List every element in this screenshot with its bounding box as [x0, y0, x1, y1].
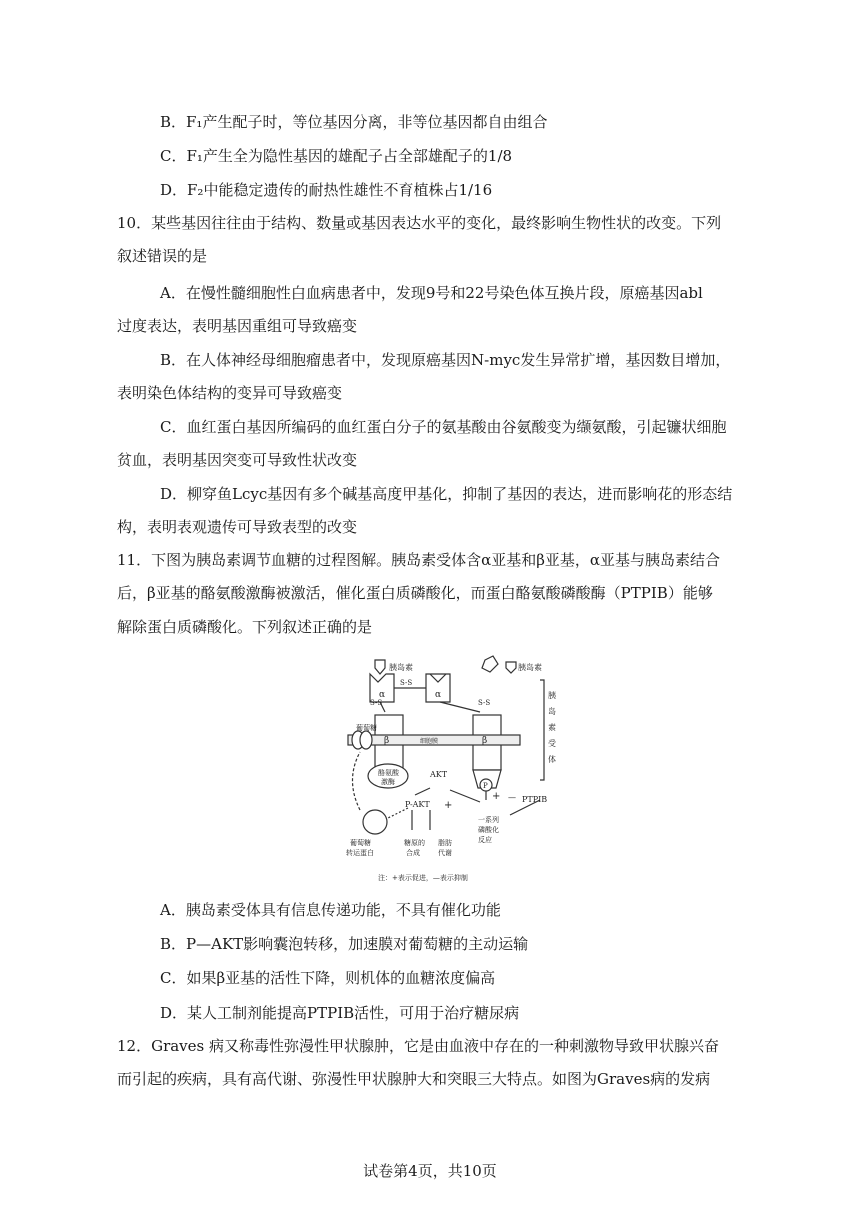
ss-bond-label-right: S-S	[478, 699, 491, 707]
insulin-signaling-diagram	[330, 650, 570, 885]
minus-sign: —	[508, 793, 516, 802]
glycogen-label-1: 糖原的	[404, 839, 425, 847]
phosphate-label: P	[483, 782, 488, 790]
q12-stem-line1: 12．Graves 病又称毒性弥漫性甲状腺肿，它是由血液中存在的一种刺激物导致甲状腺兴奋	[117, 1037, 720, 1055]
receptor-label-1: 胰	[548, 691, 556, 700]
q11-option-c: C．如果β亚基的活性下降，则机体的血糖浓度偏高	[160, 969, 496, 987]
page-footer: 试卷第4页，共10页	[363, 1162, 497, 1180]
glucose-label: 葡萄糖	[356, 724, 377, 732]
q9-option-b: B．F₁产生配子时，等位基因分离，非等位基因都自由组合	[160, 113, 548, 131]
alpha-label-right: α	[435, 690, 442, 700]
q11-stem-line3: 解除蛋白质磷酸化。下列叙述正确的是	[117, 618, 373, 636]
transporter-label-2: 转运蛋白	[346, 849, 374, 857]
q10-option-a-line2: 过度表达，表明基因重组可导致癌变	[117, 317, 358, 335]
receptor-label-2: 岛	[548, 707, 556, 716]
q11-option-d: D．某人工制剂能提高PTPIB活性，可用于治疗糖尿病	[160, 1004, 520, 1022]
insulin-legend-label: 胰岛素	[518, 663, 542, 672]
vesicle-icon	[363, 810, 387, 834]
insulin-legend-icon	[506, 662, 516, 673]
plus-sign-right: +	[492, 791, 501, 802]
q10-option-b-line1: B．在人体神经母细胞瘤患者中，发现原癌基因N-myc发生异常扩增，基因数目增加，	[160, 351, 731, 369]
beta-label-left: β	[384, 736, 390, 746]
plus-sign-left: +	[444, 800, 453, 811]
q10-option-c-line2: 贫血，表明基因突变可导致性状改变	[117, 451, 358, 469]
q9-option-c: C．F₁产生全为隐性基因的雄配子占全部雄配子的1/8	[160, 147, 513, 165]
ptpib-label: PTPIB	[522, 795, 548, 804]
q10-option-c-line1: C．血红蛋白基因所编码的血红蛋白分子的氨基酸由谷氨酸变为缬氨酸，引起镰状细胞	[160, 418, 727, 436]
q11-stem-line1: 11．下图为胰岛素调节血糖的过程图解。胰岛素受体含α亚基和β亚基，α亚基与胰岛素结合	[117, 551, 721, 569]
receptor-label-5: 体	[548, 755, 556, 764]
q10-stem-line1: 10．某些基因往往由于结构、数量或基因表达水平的变化，最终影响生物性状的改变。下列	[117, 214, 722, 232]
transporter-label-1: 葡萄糖	[350, 839, 371, 847]
fat-label-2: 代谢	[438, 849, 452, 857]
ss-bond-label-top: S-S	[400, 679, 413, 687]
q9-option-d: D．F₂中能稳定遗传的耐热性雄性不育植株占1/16	[160, 181, 493, 199]
kinase-label-2: 激酶	[381, 778, 395, 786]
reaction-label-3: 反应	[478, 836, 492, 844]
insulin-label: 胰岛素	[389, 663, 413, 672]
recycle-arrow	[353, 752, 361, 810]
q11-stem-line2: 后，β亚基的酪氨酸激酶被激活，催化蛋白质磷酸化，而蛋白酪氨酸磷酸酶（PTPIB）能够	[117, 584, 713, 602]
q10-option-d-line1: D．柳穿鱼Lcyc基因有多个碱基高度甲基化，抑制了基因的表达，进而影响花的形态结	[160, 485, 733, 503]
diagram-note: 注：+表示促进，—表示抑制	[378, 874, 468, 882]
alpha-label-left: α	[379, 690, 386, 700]
fat-label-1: 脂肪	[438, 839, 452, 847]
ss-bond-label-left: S-S	[370, 699, 383, 707]
insulin-free-icon	[482, 656, 498, 672]
beta-label-right: β	[482, 736, 488, 746]
receptor-label-3: 素	[548, 723, 556, 732]
reaction-label-2: 磷酸化	[478, 826, 499, 834]
q10-option-a-line1: A．在慢性髓细胞性白血病患者中，发现9号和22号染色体互换片段，原癌基因abl	[160, 284, 703, 302]
kinase-label-1: 酪氨酸	[378, 769, 399, 777]
membrane-label: 细胞膜	[420, 738, 439, 745]
receptor-label-4: 受	[548, 739, 556, 748]
q11-option-a: A．胰岛素受体具有信息传递功能，不具有催化功能	[160, 901, 501, 919]
q11-option-b: B．P—AKT影响囊泡转移，加速膜对葡萄糖的主动运输	[160, 935, 529, 953]
glycogen-label-2: 合成	[406, 849, 420, 857]
reaction-label-1: 一系列	[478, 816, 499, 824]
p-akt-label: P-AKT	[405, 800, 430, 809]
q10-stem-line2: 叙述错误的是	[117, 247, 208, 265]
q10-option-b-line2: 表明染色体结构的变异可导致癌变	[117, 384, 343, 402]
q10-option-d-line2: 构，表明表观遗传可导致表型的改变	[117, 518, 358, 536]
q12-stem-line2: 而引起的疾病，具有高代谢、弥漫性甲状腺肿大和突眼三大特点。如图为Graves病的发病	[117, 1070, 711, 1088]
akt-label: AKT	[430, 770, 448, 779]
